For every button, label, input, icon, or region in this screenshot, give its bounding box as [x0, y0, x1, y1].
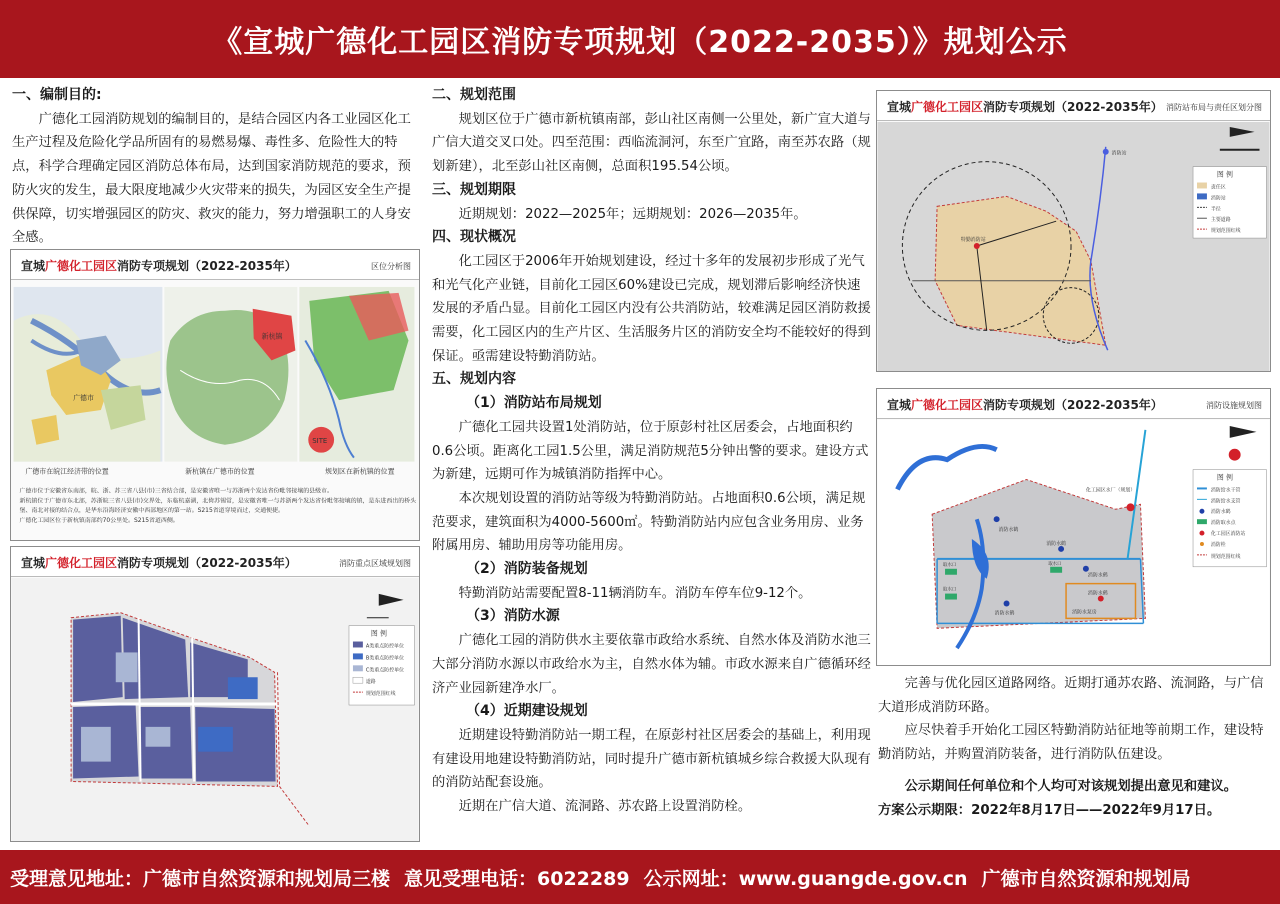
- paragraph-near-term: 近期建设特勤消防站一期工程，在原彭村社区居委会的基础上，利用现有建设用地建设特勤消防站，同时提升广德市新杭镇城乡综合救援大队现有的消防站配套设施。: [432, 727, 871, 791]
- map-label-intake: 取水口: [943, 587, 957, 593]
- subheading-near-term: （4）近期建设规划: [466, 703, 588, 720]
- panel-header: [877, 389, 1270, 419]
- subheading-station-layout: （1）消防站布局规划: [466, 395, 602, 412]
- footer-phone: 意见受理电话：6022289: [404, 867, 630, 890]
- map-label-hydrant: 消防水鹤: [998, 527, 1019, 534]
- panel-tag: 区位分析图: [371, 262, 411, 271]
- legend-item: C类重点防控单位: [365, 667, 404, 674]
- caption-map-1: 广德市在皖江经济带的位置: [25, 467, 109, 476]
- subheading-water: （3）消防水源: [466, 608, 560, 625]
- legend-heading: 图 例: [1216, 170, 1233, 179]
- legend-item: 化工园区消防站: [1210, 531, 1246, 538]
- panel-tag: 消防站布局与责任区划分图: [1166, 103, 1262, 112]
- caption-map-3: 规划区在新杭镇的位置: [325, 467, 395, 476]
- paragraph-station-prep: 应尽快着手开始化工园区特勤消防站征地等前期工作，建设特勤消防站，并购置消防装备，进行消防队伍建设。: [878, 723, 1264, 763]
- legend-heading: 图 例: [370, 629, 387, 638]
- area-note-1: 广德市位于安徽省东南部，皖、浙、苏三省八县(市)三省结合部，是安徽省唯一与苏浙两个发达省份毗邻接壤的县级市。: [19, 487, 333, 495]
- paragraph-purpose: 广德化工园消防规划的编制目的，是结合园区内各工业园区化工生产过程及危险化学品所固有的易燃易爆、毒性多、危险性大的特点，科学合理确定园区消防总体布局，达到国家消防规范的要求，预防火灾的发生，最大限度地减少火灾带来的损失，为园区安全生产提供保障，切实增强园区的防灾、救灾的能力，努力增强职工的人身安全感。: [12, 111, 411, 246]
- map-label-hydrant: 消防水鹤: [994, 610, 1015, 617]
- map-label-special-station: 特勤消防站: [960, 237, 986, 244]
- legend-item: 消防取水点: [1210, 520, 1236, 527]
- legend-item: 消防栓: [1210, 541, 1226, 548]
- map-label-hydrant: 消防水鹤: [1087, 590, 1108, 597]
- page-title: 《宣城广德化工园区消防专项规划（2022-2035）》规划公示: [212, 25, 1068, 60]
- paragraph-period-notice: 方案公示期限：2022年8月17日——2022年9月17日。: [878, 802, 1221, 818]
- footer-website[interactable]: 公示网址：www.guangde.gov.cn: [643, 867, 968, 890]
- legend-item: 道路: [365, 679, 376, 686]
- panel-header: [877, 91, 1270, 121]
- key-zone-map: [11, 578, 419, 841]
- station-layout-map-svg: [877, 122, 1270, 371]
- station-layout-map: [877, 122, 1270, 371]
- legend-item: 主要道路: [1210, 217, 1231, 224]
- header-banner: [0, 0, 1280, 78]
- location-maps: [11, 281, 419, 540]
- column-right-text: [878, 672, 1270, 822]
- legend-item: 消防给水支管: [1210, 498, 1241, 505]
- panel-tag: 消防设施规划图: [1206, 401, 1262, 410]
- map-label-hydrant: 消防水鹤: [1046, 540, 1066, 547]
- subheading-equipment: （2）消防装备规划: [466, 561, 588, 578]
- panel-title: 宣城广德化工园区消防专项规划（2022-2035年）: [887, 100, 1163, 114]
- heading-content: 五、规划内容: [432, 371, 516, 388]
- panel-header: [11, 547, 419, 577]
- panel-header: [11, 250, 419, 280]
- legend-item: 消防给水干管: [1210, 487, 1241, 494]
- panel-title: 宣城广德化工园区消防专项规划（2022-2035年）: [887, 398, 1163, 412]
- heading-period: 三、规划期限: [432, 181, 516, 198]
- legend-item: 责任区: [1210, 184, 1226, 191]
- paragraph-status: 化工园区于2006年开始规划建设，经过十多年的发展初步形成了光气和光气化产业链，目前化工园区60%建设已完成，规划滞后影响经济快速发展的矛盾凸显。目前化工园区内没有公共消防站，较难满足园区消防救援需要，化工园区内的生产片区、生活服务片区的消防安全均不能较好的得到保证。亟需建设特勤消防站。: [432, 253, 871, 364]
- area-note-3: 堡、南北对接的结合点，是华东沿海经济安徽中西部地区的第一站。S215省道穿境而过，交通便捷。: [19, 507, 284, 515]
- panel-station-layout: [876, 90, 1271, 372]
- map-label-site: SITE: [312, 436, 328, 445]
- legend-item: 规划范围红线: [1210, 553, 1241, 560]
- legend-item: B类重点防控单位: [365, 655, 404, 662]
- paragraph-station-layout: 广德化工园共设置1处消防站，位于原彭村社区居委会，占地面积约0.6公顷。距离化工园1.5公里，满足消防规范5分钟出警的要求。建设方式为新建，远期可作为城镇消防指挥中心。: [432, 419, 869, 483]
- panel-facilities: [876, 388, 1271, 666]
- legend-item: 消防站: [1210, 195, 1226, 202]
- area-note-2: 新杭镇位于广德市东北部，苏浙皖三省八县(市)交界处，东临杭嘉湖，北倚苏锡常，是安徽省唯一与苏浙两个发达省份毗邻接壤的镇，是东进西出的桥头: [19, 497, 417, 505]
- location-maps-svg: [11, 281, 419, 540]
- map-label-guangde: 广德市: [73, 394, 94, 403]
- facility-map-svg: [877, 420, 1270, 665]
- paragraph-station-grade: 本次规划设置的消防站等级为特勤消防站。占地面积0.6公顷，满足规范要求，建筑面积为4000-5600㎡。特勤消防站内应包含业务用房、业务附属用房、辅助用房等功能用房。: [432, 490, 866, 554]
- panel-tag: 消防重点区域规划图: [339, 559, 411, 568]
- key-zone-map-svg: [11, 578, 419, 841]
- paragraph-water: 广德化工园的消防供水主要依靠市政给水系统、自然水体及消防水池三大部分消防水源以市政给水为主，自然水体为辅。市政水源来自广德循环经济产业园新建净水厂。: [432, 633, 871, 696]
- footer-banner: [0, 850, 1280, 904]
- panel-title: 宣城广德化工园区消防专项规划（2022-2035年）: [21, 556, 297, 570]
- legend-item: 半径: [1210, 206, 1221, 213]
- legend-heading: 图 例: [1216, 473, 1233, 482]
- map-label-intake: 取水口: [1048, 561, 1062, 567]
- footer-organization: 广德市自然资源和规划局: [981, 867, 1191, 890]
- section-purpose: [12, 84, 417, 250]
- map-label-hydrant: 消防水鹤: [1087, 572, 1108, 579]
- area-note-4: 广德化工园区位于新杭镇南部约70公里处。S215省道西侧。: [19, 517, 179, 525]
- column-middle: [432, 84, 872, 819]
- paragraph-equipment: 特勤消防站需要配置8-11辆消防车。消防车停车位9-12个。: [458, 585, 812, 601]
- map-label-waterworks: 化工园区水厂（规划）: [1085, 487, 1136, 494]
- paragraph-scope: 规划区位于广德市新杭镇南部，彭山社区南侧一公里处，新广宣大道与广信大道交叉口处。四至范围：西临流洞河，东至广宜路，南至苏农路（规划新建），北至彭山社区南侧，总面积195.54公顷。: [432, 111, 871, 175]
- panel-key-zone: [10, 546, 420, 842]
- paragraph-period: 近期规划：2022—2025年；远期规划：2026—2035年。: [458, 206, 807, 222]
- paragraph-hydrants: 近期在广信大道、流洞路、苏农路上设置消防栓。: [458, 799, 752, 815]
- panel-location-analysis: [10, 249, 420, 541]
- legend-item: 消防水鹤: [1210, 509, 1231, 516]
- map-label-xinhang: 新杭镇: [261, 332, 283, 341]
- panel-title: 宣城广德化工园区消防专项规划（2022-2035年）: [21, 259, 297, 273]
- footer-address: 受理意见地址：广德市自然资源和规划局三楼: [10, 867, 391, 890]
- facility-map: [877, 420, 1270, 665]
- caption-map-2: 新杭镇在广德市的位置: [185, 467, 255, 476]
- paragraph-roads: 完善与优化园区道路网络。近期打通苏农路、流洞路，与广信大道形成消防环路。: [878, 676, 1264, 715]
- map-label-pump: 消防水泵房: [1072, 609, 1097, 616]
- map-label-station: 消防站: [1111, 150, 1127, 157]
- paragraph-feedback: 公示期间任何单位和个人均可对该规划提出意见和建议。: [904, 778, 1238, 794]
- legend-item: A类重点防控单位: [365, 643, 404, 650]
- legend-item: 规划范围红线: [1210, 228, 1241, 235]
- legend-item: 规划范围红线: [365, 691, 396, 698]
- heading-purpose: 一、编制目的:: [12, 87, 102, 103]
- heading-status: 四、现状概况: [432, 229, 516, 246]
- map-label-intake: 取水口: [943, 562, 957, 568]
- heading-scope: 二、规划范围: [432, 87, 516, 103]
